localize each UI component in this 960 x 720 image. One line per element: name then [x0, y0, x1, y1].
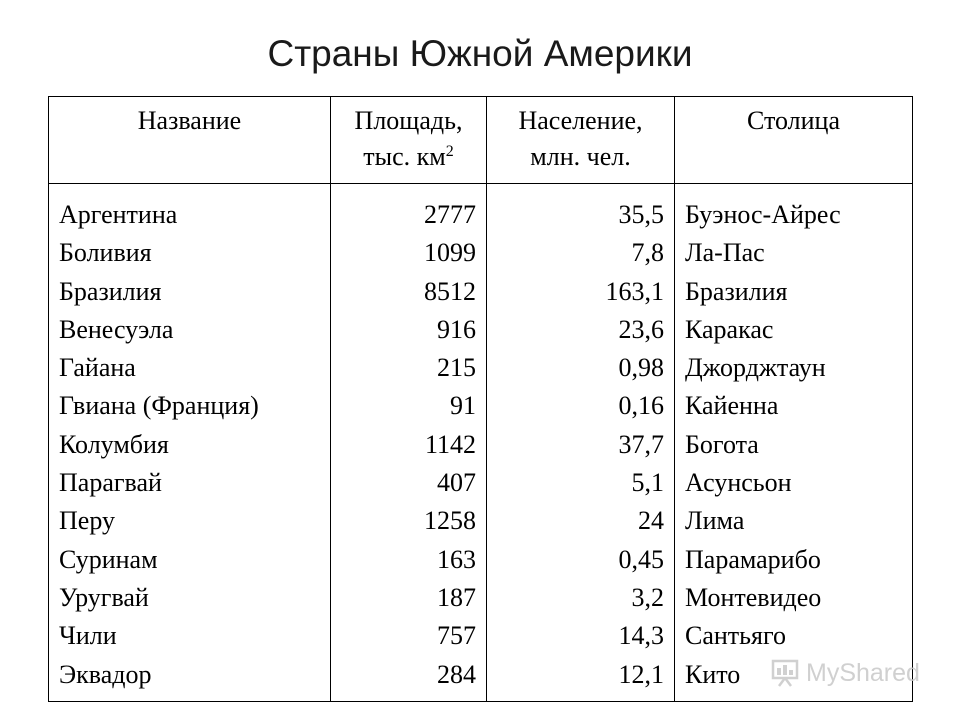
capital-name: Бразилия: [685, 276, 788, 306]
header-area-line1: Площадь,: [354, 106, 463, 135]
table-header-row: [49, 97, 913, 184]
watermark: [770, 655, 920, 691]
table-body-row: [49, 184, 913, 702]
area-value: 1142: [424, 429, 476, 459]
population-value: 37,7: [618, 429, 664, 459]
header-name: [49, 97, 331, 184]
column-area: [331, 184, 487, 702]
watermark-text: MyShared: [806, 658, 920, 687]
capital-name: Сантьяго: [685, 621, 786, 651]
area-value: 757: [437, 621, 476, 651]
population-value: 3,2: [631, 582, 664, 612]
population-value: 5,1: [631, 468, 664, 498]
page-title: Страны Южной Америки: [267, 33, 693, 74]
header-population: [487, 97, 675, 184]
country-name: Боливия: [59, 238, 152, 268]
header-area-line2: тыс. км: [363, 142, 446, 171]
country-name: Суринам: [59, 544, 158, 574]
column-population: [487, 184, 675, 702]
header-name-label: Название: [137, 106, 242, 135]
area-value: 187: [437, 582, 476, 612]
population-value: 0,16: [618, 391, 664, 421]
country-name: Чили: [59, 621, 117, 651]
header-capital: [675, 97, 913, 184]
countries-table: [48, 96, 913, 702]
capital-name: Ла-Пас: [685, 238, 765, 268]
capital-name: Каракас: [685, 314, 774, 344]
area-value: 916: [437, 314, 476, 344]
country-name: Парагвай: [59, 468, 162, 498]
capital-name: Джорджтаун: [685, 353, 826, 383]
country-name: Эквадор: [59, 659, 152, 689]
capital-name: Лима: [685, 506, 745, 536]
column-names: [49, 184, 331, 702]
capital-name: Монтевидео: [685, 582, 822, 612]
names-list: [49, 196, 330, 694]
area-value: 91: [450, 391, 476, 421]
country-name: Бразилия: [59, 276, 162, 306]
area-value: 215: [437, 353, 476, 383]
area-value: 1258: [424, 506, 476, 536]
area-value: 2777: [424, 200, 476, 229]
population-value: 35,5: [618, 200, 664, 229]
header-area-superscript: 2: [445, 143, 454, 160]
population-value: 0,98: [618, 353, 664, 383]
country-name: Перу: [59, 506, 115, 536]
capital-name: Асунсьон: [685, 468, 792, 498]
country-name: Аргентина: [59, 200, 178, 229]
area-value: 8512: [424, 276, 476, 306]
population-list: [487, 196, 674, 694]
population-value: 0,45: [618, 544, 664, 574]
country-name: Венесуэла: [59, 314, 174, 344]
country-name: Гвиана (Франция): [59, 391, 259, 421]
area-list: [331, 196, 486, 694]
capital-list: [675, 196, 912, 694]
area-value: 1099: [424, 238, 476, 268]
population-value: 23,6: [618, 314, 664, 344]
capital-name: Буэнос-Айрес: [685, 200, 841, 229]
capital-name: Богота: [685, 429, 759, 459]
population-value: 24: [638, 506, 664, 536]
header-area: [331, 97, 487, 184]
capital-name: Кайенна: [685, 391, 779, 421]
header-capital-label: Столица: [746, 106, 841, 135]
column-capital: [675, 184, 913, 702]
capital-name: Парамарибо: [685, 544, 821, 574]
population-value: 12,1: [618, 659, 664, 689]
country-name: Уругвай: [59, 582, 149, 612]
header-population-line2: млн. чел.: [530, 142, 631, 171]
area-value: 163: [437, 544, 476, 574]
population-value: 163,1: [605, 276, 664, 306]
population-value: 7,8: [631, 238, 664, 268]
population-value: 14,3: [618, 621, 664, 651]
capital-name: Кито: [685, 659, 741, 689]
area-value: 407: [437, 468, 476, 498]
header-population-line1: Население,: [518, 106, 643, 135]
presentation-board-icon: [770, 658, 800, 688]
country-name: Колумбия: [59, 429, 169, 459]
country-name: Гайана: [59, 353, 136, 383]
area-value: 284: [437, 659, 476, 689]
